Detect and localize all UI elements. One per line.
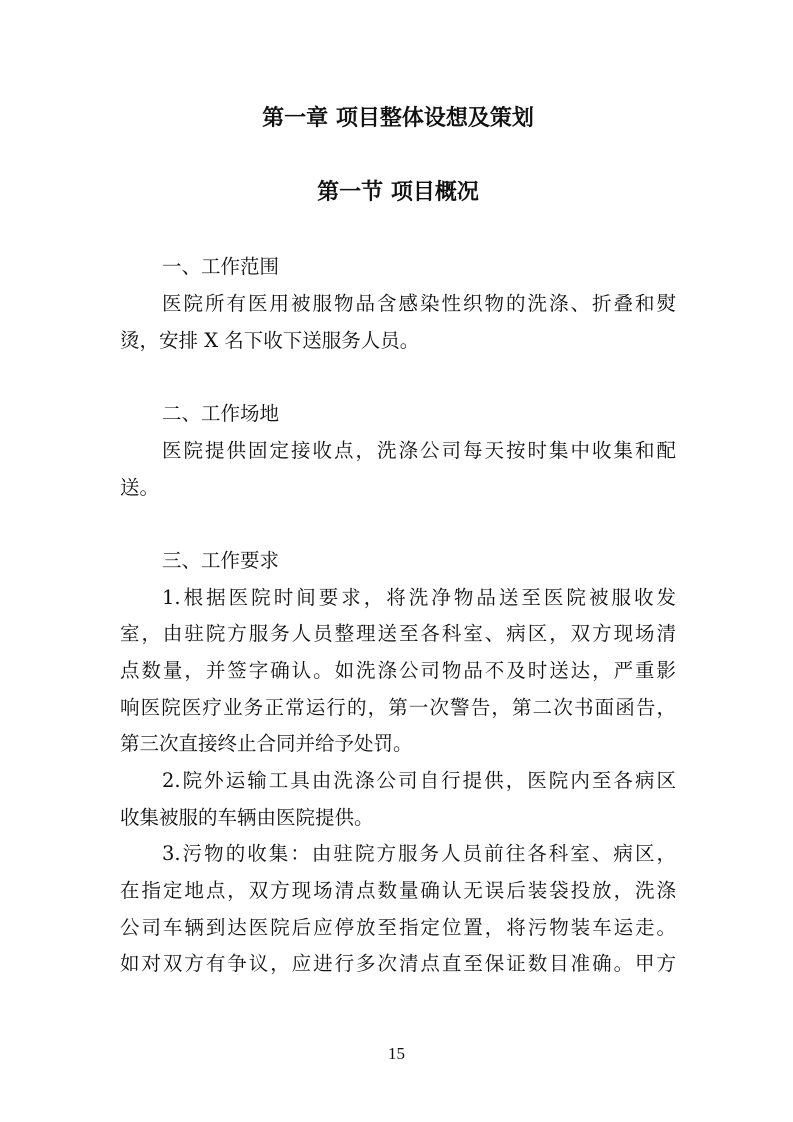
heading-work-requirements: 三、工作要求 [162,548,280,572]
paragraph-line: 医院提供固定接收点，洗涤公司每天按时集中收集和配 [162,438,676,462]
paragraph-line: 医院所有医用被服物品含感染性织物的洗涤、折叠和熨 [162,292,676,316]
chapter-title: 第一章 项目整体设想及策划 [262,105,534,131]
paragraph-line: 收集被服的车辆由医院提供。 [120,805,374,829]
heading-work-scope: 一、工作范围 [162,255,280,279]
paragraph-line: 如对双方有争议，应进行多次清点直至保证数目准确。甲方 [120,952,676,976]
paragraph-line: 室，由驻院方服务人员整理送至各科室、病区，双方现场清 [120,622,676,646]
paragraph-line: 公司车辆到达医院后应停放至指定位置，将污物装车运走。 [120,915,676,939]
paragraph-line: 1.根据医院时间要求，将洗净物品送至医院被服收发 [162,585,676,609]
paragraph-line: 在指定地点，双方现场清点数量确认无误后装袋投放，洗涤 [120,879,676,903]
heading-work-site: 二、工作场地 [162,402,280,426]
paragraph-line: 第三次直接终止合同并给予处罚。 [120,732,413,756]
paragraph-line: 送。 [120,475,160,499]
page-number: 15 [388,1044,405,1063]
document-page [120,100,676,983]
paragraph-line: 点数量，并签字确认。如洗涤公司物品不及时送达，严重影 [120,658,676,682]
paragraph-line: 2.院外运输工具由洗涤公司自行提供，医院内至各病区 [162,769,676,792]
paragraph-line: 烫，安排 X 名下收下送服务人员。 [120,328,420,352]
paragraph-line: 响医院医疗业务正常运行的，第一次警告，第二次书面函告， [120,695,676,719]
document-body [120,249,676,983]
section-title: 第一节 项目概况 [317,178,479,205]
paragraph-line: 3.污物的收集：由驻院方服务人员前往各科室、病区， [162,842,676,866]
